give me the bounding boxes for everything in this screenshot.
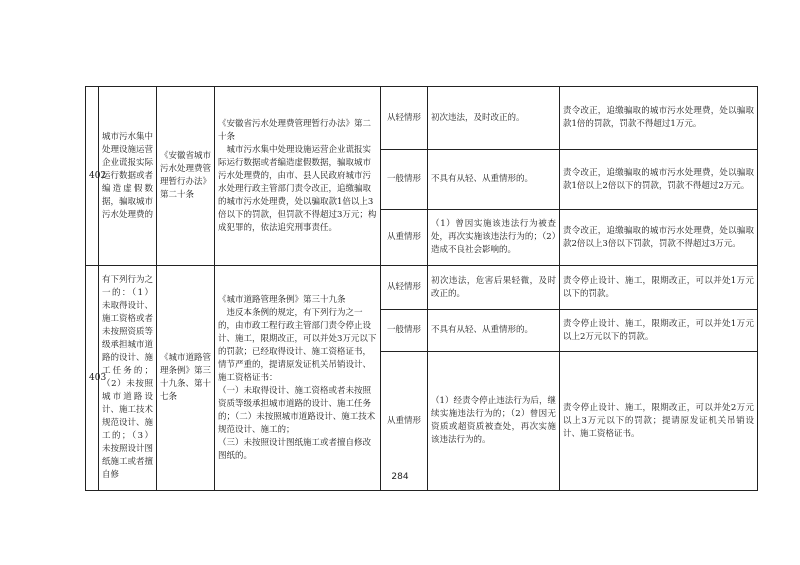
circumstance-situation: 不具有从轻、从重情形的。: [428, 310, 560, 352]
legal-basis: 《城市道路管理条例》第三十九条、第十七条: [157, 266, 215, 491]
penalty-standards-table: [85, 86, 758, 491]
penalty-standard: 责令改正，追缴骗取的城市污水处理费，处以骗取款1倍的罚款，罚款不得超过1万元。: [560, 87, 758, 150]
violation-description: 有下列行为之一的：（1）未取得设计、施工资格或者未按照资质等级承担城市道路的设计、施工任务的；（2）未按照城市道路设计、施工技术规范设计、施工的；（3）未按照设计图纸施工或者擅自修: [99, 266, 157, 491]
circumstance-level: 一般情形: [381, 310, 428, 352]
page-number: 284: [391, 472, 409, 482]
circumstance-level: 从轻情形: [381, 87, 428, 150]
table-row: [86, 266, 758, 310]
penalty-standard: 责令停止设计、施工，限期改正，可以并处1万元以上2万元以下的罚款。: [560, 310, 758, 352]
circumstance-situation: （1）经责令停止违法行为后，继续实施违法行为的；（2）曾因无资质或超资质被查处，再次实施该违法行为的。: [428, 352, 560, 491]
circumstance-level: 从重情形: [381, 210, 428, 266]
circumstance-level: 一般情形: [381, 150, 428, 210]
penalty-standard: 责令改正，追缴骗取的城市污水处理费，处以骗取款1倍以上2倍以下的罚款，罚款不得超过2万元。: [560, 150, 758, 210]
circumstance-level: 从轻情形: [381, 266, 428, 310]
penalty-standard: 责令停止设计、施工，限期改正，可以并处1万元以下的罚款。: [560, 266, 758, 310]
item-number: 402: [86, 87, 99, 266]
item-number: 403: [86, 266, 99, 491]
circumstance-level: 从重情形: [381, 352, 428, 491]
law-text: 《城市道路管理条例》第三十九条 违反本条例的规定，有下列行为之一的，由市政工程行政主管部门责令停止设计、施工，限期改正，可以并处3万元以下的罚款；已经取得设计、施工资格证书，情节严重的，提请原发证机关吊销设计、施工资格证书： （一）未取得设计、施工资格或者未按照资质等级承担城市道路的设计、施工任务的；（二）未按照城市道路设计、施工技术规范设计、施工的； （三）未按照设计图纸施工或者擅自修改图纸的。: [215, 266, 381, 491]
penalty-standard: 责令改正，追缴骗取的城市污水处理费，处以骗取款2倍以上3倍以下罚款，罚款不得超过3万元。: [560, 210, 758, 266]
table-row: [86, 87, 758, 150]
circumstance-situation: 不具有从轻、从重情形的。: [428, 150, 560, 210]
circumstance-situation: （1）曾因实施该违法行为被查处，再次实施该违法行为的；（2）造成不良社会影响的。: [428, 210, 560, 266]
violation-description: 城市污水集中处理设施运营企业谎报实际运行数据或者编造虚假数据，骗取城市污水处理费的: [99, 87, 157, 266]
law-text: 《安徽省污水处理费管理暂行办法》第二十条 城市污水集中处理设施运营企业谎报实际运行数据或者编造虚假数据，骗取城市污水处理费的，由市、县人民政府城市污水处理行政主管部门责令改正，追缴骗取的城市污水处理费，处以骗取款1倍以上3倍以下的罚款，但罚款不得超过3万元；构成犯罪的，依法追究刑事责任。: [215, 87, 381, 266]
circumstance-situation: 初次违法，危害后果轻微，及时改正的。: [428, 266, 560, 310]
legal-basis: 《安徽省城市污水处理费管理暂行办法》第二十条: [157, 87, 215, 266]
penalty-standard: 责令停止设计、施工，限期改正，可以并处2万元以上3万元以下的罚款；提请原发证机关吊销设计、施工资格证书。: [560, 352, 758, 491]
circumstance-situation: 初次违法，及时改正的。: [428, 87, 560, 150]
